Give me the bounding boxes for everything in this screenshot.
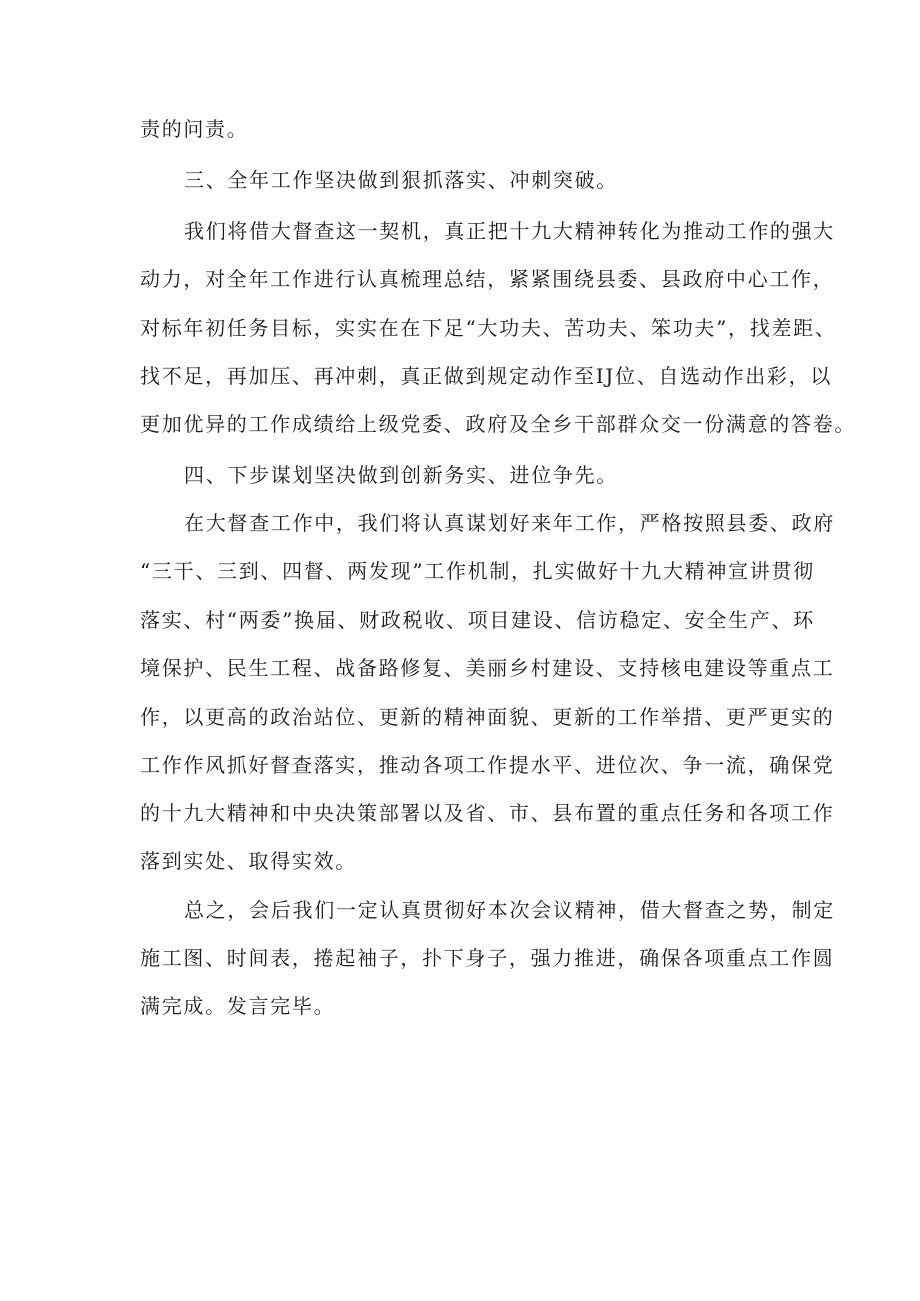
text-line: 我们将借大督查这一契机，真正把十九大精神转化为推动工作的强大 [184, 219, 835, 243]
text-line: “三干、三到、四督、两发现”工作机制，扎实做好十九大精神宣讲贯彻 [140, 559, 815, 583]
text-line: 更加优异的工作成绩给上级党委、政府及全乡干部群众交一份满意的答卷。 [140, 412, 857, 436]
text-line: 落到实处、取得实效。 [140, 849, 357, 873]
text-line: 施工图、时间表，捲起袖子，扑下身子，强力推进，确保各项重点工作圆 [140, 946, 835, 970]
section-heading: 四、下步谋划坚决做到创新务实、进位争先。 [184, 463, 618, 487]
text-line: 的十九大精神和中央决策部署以及省、市、县布置的重点任务和各项工作 [140, 801, 835, 825]
text-line: 总之，会后我们一定认真贯彻好本次会议精神，借大督查之势，制定 [184, 898, 835, 922]
text-line: 工作作风抓好督查落实，推动各项工作提水平、进位次、争一流，确保党 [140, 753, 835, 777]
text-line: 找不足，再加压、再冲刺，真正做到规定动作至IJ位、自选动作出彩，以 [140, 364, 833, 388]
text-line: 作，以更高的政治站位、更新的精神面貌、更新的工作举措、更严更实的 [140, 705, 835, 729]
text-line: 落实、村“两委”换届、财政税收、项目建设、信访稳定、安全生产、环 [140, 608, 815, 632]
text-line: 满完成。发言完毕。 [140, 994, 336, 1018]
text-line: 对标年初任务目标，实实在在下足“大功夫、苦功夫、笨功夫”，找差距、 [140, 316, 837, 340]
text-line: 境保护、民生工程、战备路修复、美丽乡村建设、支持核电建设等重点工 [140, 656, 835, 680]
section-heading: 三、全年工作坚决做到狠抓落实、冲刺突破。 [184, 168, 618, 192]
text-line: 在大督查工作中，我们将认真谋划好来年工作，严格按照县委、政府 [184, 511, 835, 535]
text-line: 动力，对全年工作进行认真梳理总结，紧紧围绕县委、县政府中心工作， [140, 267, 835, 291]
text-line: 责的问责。 [140, 117, 249, 141]
